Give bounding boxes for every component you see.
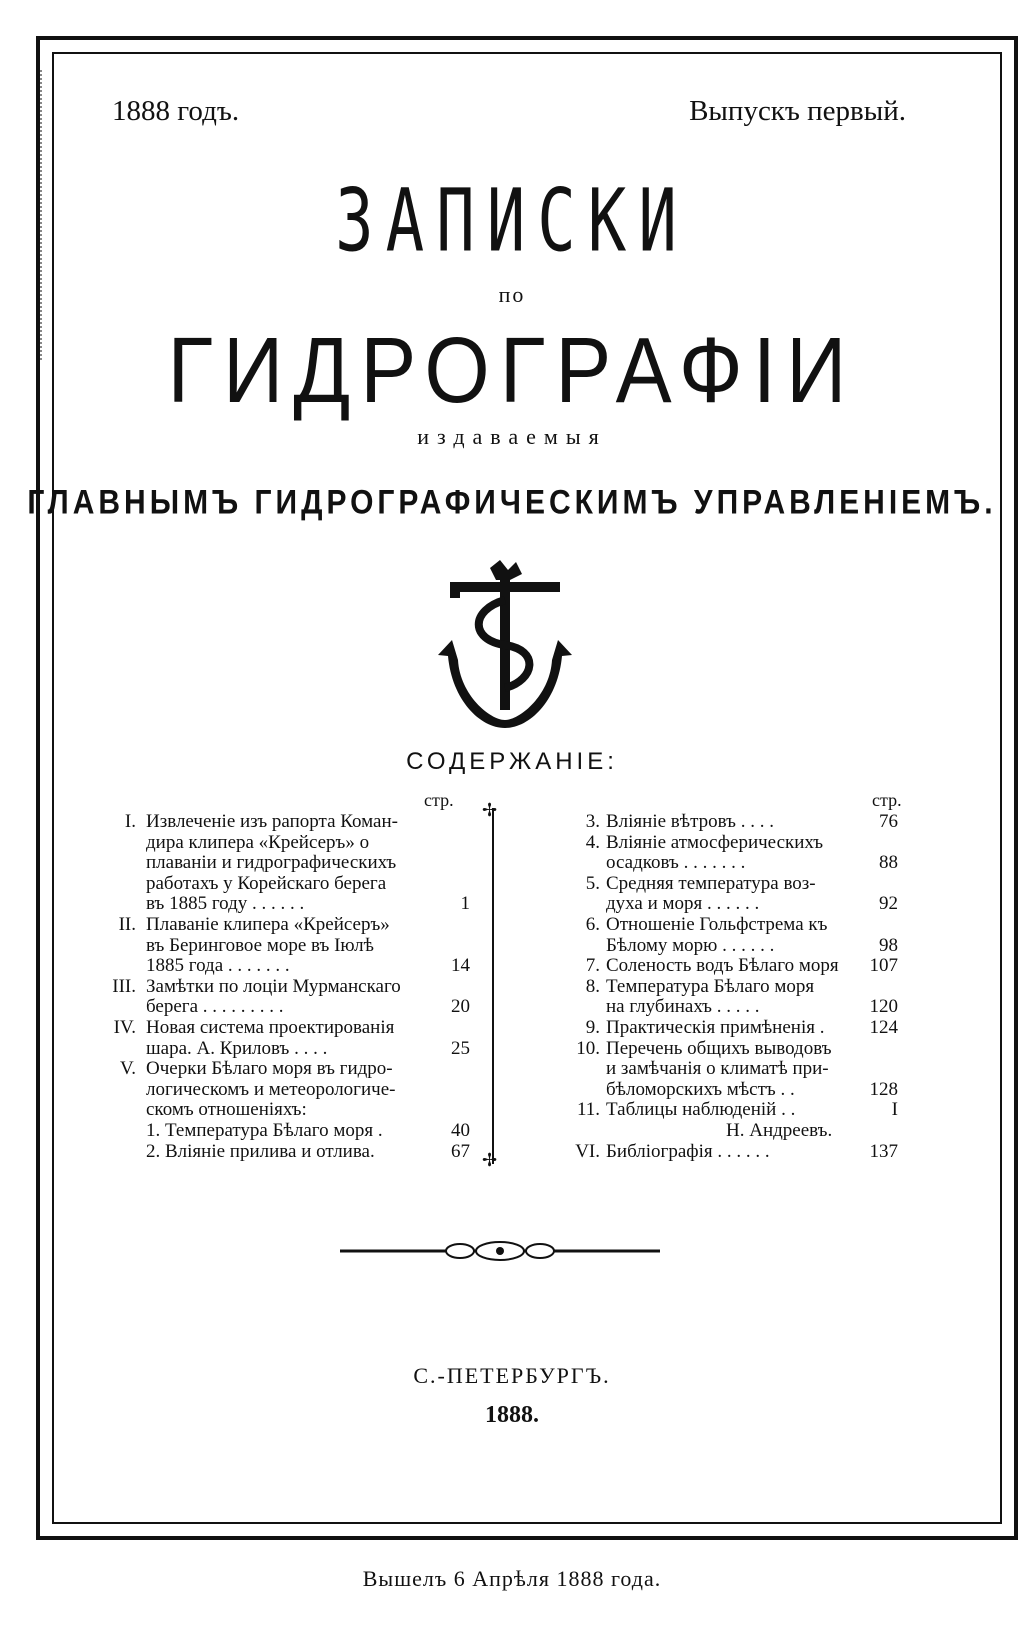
toc-entry-text: логическомъ и метеорологиче- (146, 1078, 396, 1100)
right-page-label: стр. (872, 790, 902, 810)
title-zapiski: ЗАПИСКИ (335, 172, 689, 272)
title-publisher: ГЛАВНЫМЪ ГИДРОГРАФИЧЕСКИМЪ УПРАВЛЕНІЕМЪ. (27, 483, 997, 522)
toc-entry-page: 14 (451, 955, 470, 977)
toc-entry-number: 3. (585, 811, 600, 832)
divider-top-arrow-icon: ✢ (482, 800, 498, 820)
toc-entry-text: Новая система проектированія (146, 1017, 395, 1038)
toc-entry-text: Вліяніе вѣтровъ . . . . (606, 811, 774, 832)
toc-entry-text: на глубинахъ . . . . . (606, 996, 760, 1018)
toc-entry-text: дира клипера «Крейсеръ» о (146, 831, 370, 853)
toc-entry-text: Перечень общихъ выводовъ (606, 1037, 832, 1059)
toc-entry-page: 76 (879, 811, 898, 832)
toc-entry-number: 8. (585, 975, 600, 997)
toc-entry-text: Практическія примѣненія . (606, 1017, 825, 1038)
toc-entry-text: осадковъ . . . . . . . (606, 852, 746, 874)
toc-entry-text: берега . . . . . . . . . (146, 996, 284, 1018)
toc-entry-number: 7. (585, 955, 600, 977)
toc-entry-text: въ Беринговое море въ Іюлѣ (146, 934, 374, 956)
toc-entry-page: 128 (869, 1078, 898, 1100)
toc-entry-text: Соленость водъ Бѣлаго моря (606, 955, 839, 977)
imprint-year: 1888. (485, 1402, 539, 1428)
column-divider (492, 808, 494, 1164)
toc-entry-text: скомъ отношеніяхъ: (146, 1099, 307, 1121)
toc-entry-text: Извлеченіе изъ рапорта Коман- (146, 811, 398, 832)
toc-entry-text: 1. Температура Бѣлаго моря . (146, 1120, 383, 1141)
toc-entry-page: 107 (869, 955, 898, 977)
toc-entry-text: Средняя температура воз- (606, 872, 816, 894)
toc-entry-text: Бѣлому морю . . . . . . (606, 934, 775, 956)
left-page-label: стр. (424, 790, 454, 810)
anchor-emblem-icon (430, 560, 580, 730)
toc-entry-page: 20 (451, 996, 470, 1018)
toc-entry-page: 137 (869, 1140, 898, 1162)
toc-entry-page: 98 (879, 934, 898, 956)
toc-entry-page: 1 (460, 893, 470, 915)
toc-entry-text: въ 1885 году . . . . . . (146, 893, 305, 915)
toc-entry-text: 2. Вліяніе прилива и отлива. (146, 1140, 375, 1162)
toc-entry-text: плаваніи и гидрографическихъ (146, 852, 397, 874)
toc-entry-number: 10. (576, 1037, 600, 1059)
title-gidrografii: ГИДРОГРАФІИ (167, 318, 857, 422)
toc-entry-number: 5. (585, 872, 600, 894)
contents-heading: СОДЕРЖАНІЕ: (406, 748, 618, 775)
toc-entry-number: II. (118, 914, 136, 935)
toc-entry-text: шара. А. Криловъ . . . . (146, 1037, 328, 1059)
toc-entry-page: 92 (879, 893, 898, 915)
toc-entry-text: Температура Бѣлаго моря (606, 975, 815, 997)
toc-entry-text: Библіографія . . . . . . (606, 1140, 770, 1162)
ornament-divider-icon (340, 1236, 660, 1266)
toc-entry-text: 1885 года . . . . . . . (146, 955, 290, 977)
toc-entry-page: 88 (879, 852, 898, 874)
toc-entry-number: I. (124, 811, 136, 832)
divider-bottom-arrow-icon: ✢ (482, 1150, 498, 1170)
toc-entry-text: духа и моря . . . . . . (606, 893, 760, 915)
toc-entry-number: 9. (585, 1017, 600, 1038)
toc-entry-text: Замѣтки по лоціи Мурманскаго (146, 975, 401, 997)
toc-entry-text: и замѣчанія о климатѣ при- (606, 1058, 829, 1080)
toc-entry-text: Н. Андреевъ. (726, 1120, 833, 1141)
toc-entry-page: 67 (451, 1140, 470, 1162)
toc-entry-page: 25 (451, 1037, 470, 1059)
toc-entry-text: бѣломорскихъ мѣстъ . . (606, 1078, 795, 1100)
toc-entry-page: I (891, 1099, 898, 1121)
toc-entry-page: 40 (451, 1120, 470, 1141)
toc-entry-number: VI. (575, 1140, 600, 1162)
release-date-footer: Вышелъ 6 Апрѣля 1888 года. (362, 1566, 662, 1591)
header-year: 1888 годъ. (112, 95, 240, 127)
toc-entry-text: Очерки Бѣлаго моря въ гидро- (146, 1058, 393, 1080)
toc-entry-page: 120 (869, 996, 898, 1018)
header-issue: Выпускъ первый. (689, 95, 906, 127)
toc-entry-text: Плаваніе клипера «Крейсеръ» (146, 914, 390, 935)
toc-entry-page: 124 (869, 1017, 898, 1038)
toc-entry-number: V. (119, 1058, 136, 1080)
toc-entry-number: 4. (585, 831, 600, 853)
toc-entry-number: 11. (576, 1099, 600, 1121)
toc-entry-number: IV. (113, 1017, 136, 1038)
title-po: по (498, 282, 526, 307)
inner-border (52, 52, 1002, 1524)
toc-entry-text: Таблицы наблюденій . . (606, 1099, 796, 1121)
title-izdavaemye: издаваемыя (417, 424, 607, 449)
toc-entry-text: Вліяніе атмосферическихъ (606, 831, 824, 853)
toc-entry-text: Отношеніе Гольфстрема къ (606, 914, 828, 935)
imprint-city: С.-ПЕТЕРБУРГЪ. (413, 1363, 611, 1388)
toc-entry-text: работахъ у Корейскаго берега (146, 872, 387, 894)
toc-entry-number: III. (112, 975, 136, 997)
toc-entry-number: 6. (585, 914, 600, 935)
